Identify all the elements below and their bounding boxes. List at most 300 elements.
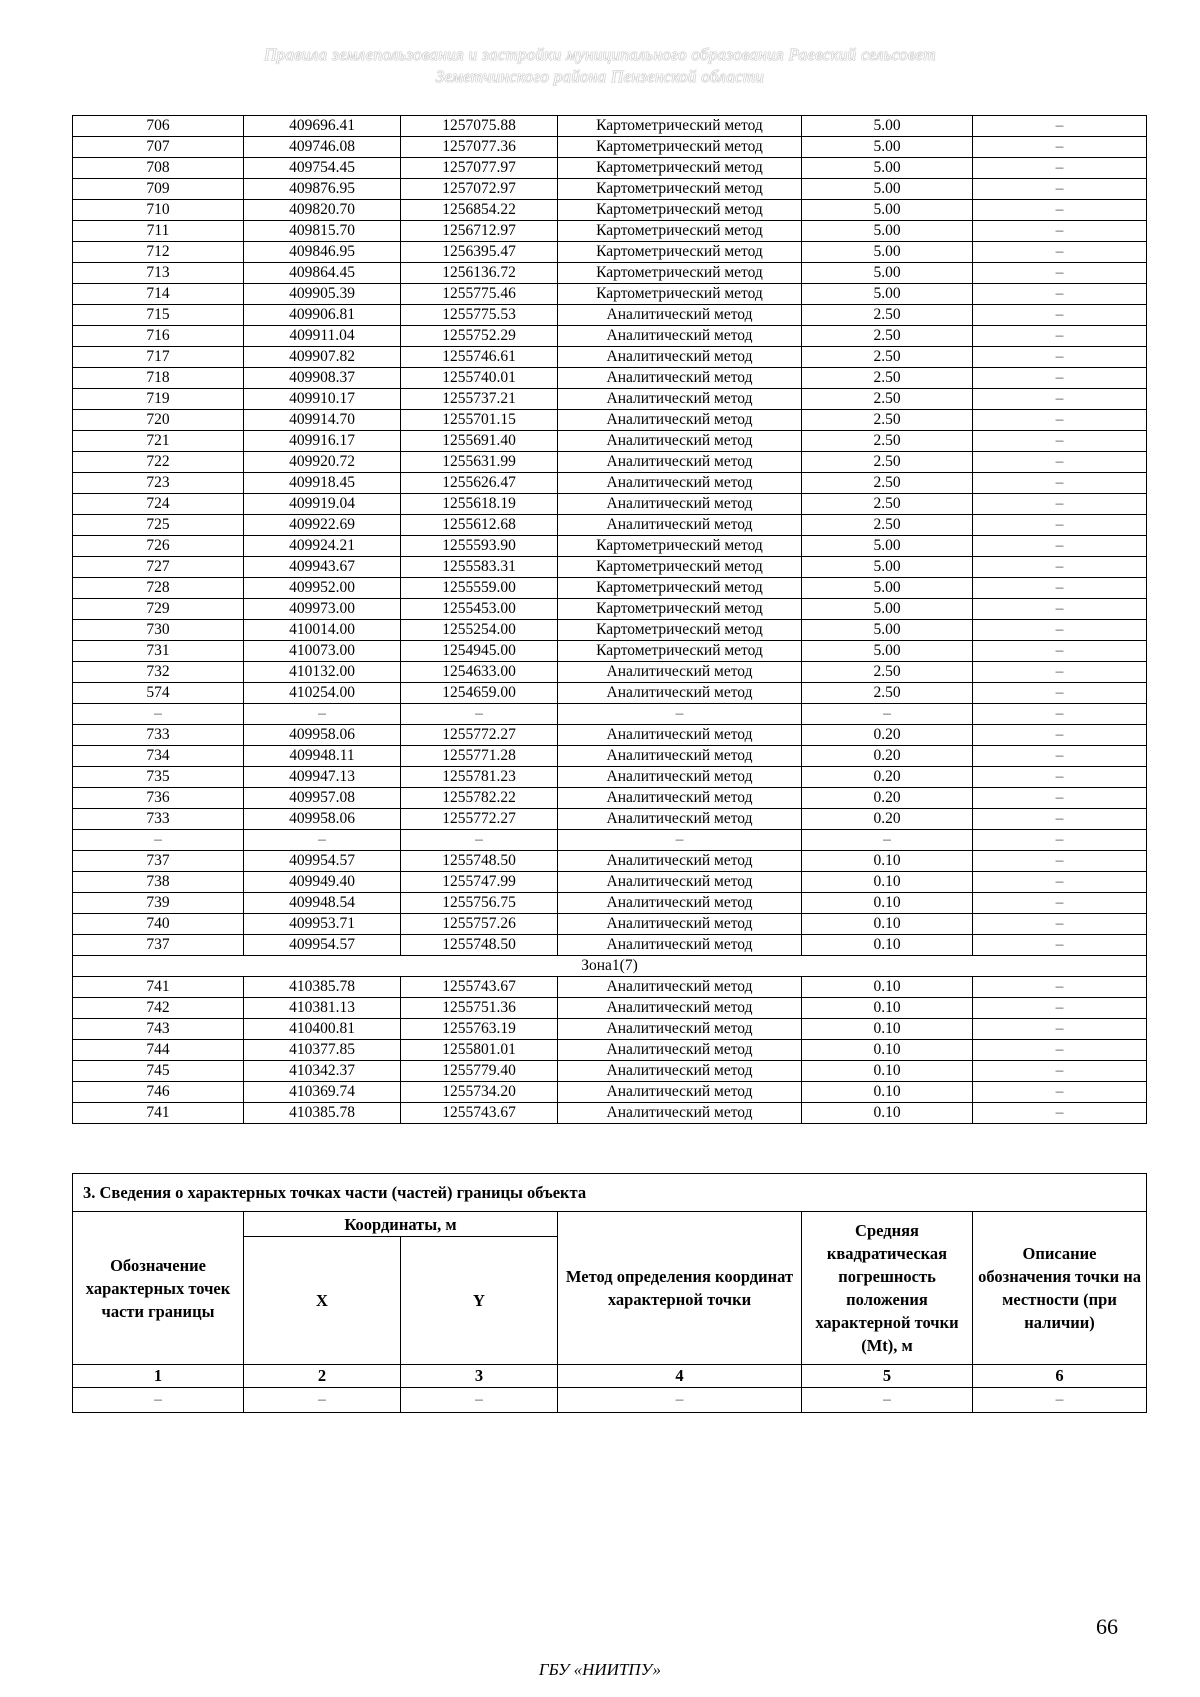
table-cell: Аналитический метод: [558, 389, 802, 410]
table-cell: 409973.00: [244, 599, 401, 620]
header-coordinates: Координаты, м: [244, 1212, 558, 1237]
table-cell: 1257075.88: [401, 116, 558, 137]
table-cell: 409954.57: [244, 851, 401, 872]
table-cell: –: [244, 704, 401, 725]
table-cell: 1256712.97: [401, 221, 558, 242]
table-cell: Картометрический метод: [558, 620, 802, 641]
table-cell: 2.50: [802, 410, 973, 431]
table-cell: 409864.45: [244, 263, 401, 284]
table-cell: 1255763.19: [401, 1019, 558, 1040]
table-row: [73, 956, 1147, 977]
table-row: [73, 452, 1147, 473]
table-cell: 729: [73, 599, 244, 620]
table-cell: 409907.82: [244, 347, 401, 368]
table-cell: 715: [73, 305, 244, 326]
table-cell: 734: [73, 746, 244, 767]
table-cell: 732: [73, 662, 244, 683]
table-cell: 0.10: [802, 1082, 973, 1103]
table-cell: –: [973, 179, 1147, 200]
table-cell: –: [802, 704, 973, 725]
table-cell: –: [973, 494, 1147, 515]
table-cell: 1255747.99: [401, 872, 558, 893]
table-cell: –: [973, 263, 1147, 284]
table-cell: 1255618.19: [401, 494, 558, 515]
table-row: [73, 515, 1147, 536]
table-cell: 1257072.97: [401, 179, 558, 200]
table-cell: 410369.74: [244, 1082, 401, 1103]
table-cell: 409943.67: [244, 557, 401, 578]
table-cell: 409953.71: [244, 914, 401, 935]
table-row: [73, 368, 1147, 389]
table-cell: –: [401, 1388, 558, 1413]
table-cell: 2.50: [802, 494, 973, 515]
table-cell: Аналитический метод: [558, 347, 802, 368]
table-row: [73, 1082, 1147, 1103]
table-row: [73, 179, 1147, 200]
header-description: Описание обозначения точки на местности (при наличии): [973, 1212, 1147, 1365]
table-cell: –: [973, 578, 1147, 599]
table-cell: Картометрический метод: [558, 179, 802, 200]
table-cell: 409924.21: [244, 536, 401, 557]
table-row: [73, 914, 1147, 935]
table-cell: 706: [73, 116, 244, 137]
table-row: [73, 158, 1147, 179]
table-row: [73, 704, 1147, 725]
table-cell: Картометрический метод: [558, 221, 802, 242]
table-cell: 0.20: [802, 746, 973, 767]
table-row: [73, 872, 1147, 893]
table-cell: 409906.81: [244, 305, 401, 326]
table-cell: –: [973, 1082, 1147, 1103]
table-cell: 742: [73, 998, 244, 1019]
table-cell: 743: [73, 1019, 244, 1040]
header-designation: Обозначение характерных точек части границы: [73, 1212, 244, 1365]
table-cell: 0.10: [802, 977, 973, 998]
table-cell: 5.00: [802, 137, 973, 158]
table-cell: 718: [73, 368, 244, 389]
table-row: [73, 977, 1147, 998]
table-row: [73, 410, 1147, 431]
column-number: 1: [73, 1365, 244, 1388]
table-cell: –: [802, 1388, 973, 1413]
table-cell: 409957.08: [244, 788, 401, 809]
table-cell: 0.10: [802, 1103, 973, 1124]
table-cell: Аналитический метод: [558, 515, 802, 536]
header-line-2: Земетчинского района Пензенской области: [435, 67, 765, 86]
table-cell: –: [973, 431, 1147, 452]
coordinates-table-body: [73, 116, 1147, 1124]
table-cell: 409846.95: [244, 242, 401, 263]
table-cell: 409696.41: [244, 116, 401, 137]
table-cell: 737: [73, 935, 244, 956]
table-cell: –: [973, 977, 1147, 998]
table-cell: 720: [73, 410, 244, 431]
table-cell: 2.50: [802, 452, 973, 473]
table-cell: 410400.81: [244, 1019, 401, 1040]
zone-label: Зона1(7): [73, 956, 1147, 977]
page-number: 66: [1096, 1614, 1118, 1639]
table-cell: 0.10: [802, 1061, 973, 1082]
table-cell: 1255775.46: [401, 284, 558, 305]
table-cell: 1255748.50: [401, 851, 558, 872]
table-cell: 2.50: [802, 389, 973, 410]
table-cell: 409958.06: [244, 809, 401, 830]
table-cell: Аналитический метод: [558, 1040, 802, 1061]
table-cell: 733: [73, 809, 244, 830]
table-cell: 1255772.27: [401, 809, 558, 830]
section3-table: [72, 1173, 1147, 1413]
table-cell: 409922.69: [244, 515, 401, 536]
table-cell: 2.50: [802, 662, 973, 683]
table-cell: Аналитический метод: [558, 725, 802, 746]
table-cell: 708: [73, 158, 244, 179]
table-cell: –: [973, 998, 1147, 1019]
table-cell: –: [973, 830, 1147, 851]
table-cell: 1254945.00: [401, 641, 558, 662]
table-cell: Аналитический метод: [558, 368, 802, 389]
table-cell: 5.00: [802, 599, 973, 620]
table-cell: 1256854.22: [401, 200, 558, 221]
table-cell: 1255254.00: [401, 620, 558, 641]
table-row: [73, 830, 1147, 851]
table-cell: –: [973, 1388, 1147, 1413]
table-cell: 1255612.68: [401, 515, 558, 536]
table-row: [73, 431, 1147, 452]
table-cell: 409910.17: [244, 389, 401, 410]
table-cell: Аналитический метод: [558, 788, 802, 809]
table-row: [73, 221, 1147, 242]
table-cell: 1255626.47: [401, 473, 558, 494]
table-cell: 1255743.67: [401, 1103, 558, 1124]
table-cell: –: [558, 704, 802, 725]
table-cell: –: [973, 368, 1147, 389]
table-cell: 0.20: [802, 788, 973, 809]
table-row: [73, 683, 1147, 704]
table-cell: Аналитический метод: [558, 872, 802, 893]
table-cell: Аналитический метод: [558, 767, 802, 788]
table-cell: Аналитический метод: [558, 893, 802, 914]
table-cell: 737: [73, 851, 244, 872]
table-cell: 710: [73, 200, 244, 221]
table-cell: Картометрический метод: [558, 137, 802, 158]
table-cell: Аналитический метод: [558, 494, 802, 515]
table-cell: Аналитический метод: [558, 473, 802, 494]
table-cell: 1255737.21: [401, 389, 558, 410]
table-row: [73, 473, 1147, 494]
column-number: 5: [802, 1365, 973, 1388]
column-number: 4: [558, 1365, 802, 1388]
table-cell: 410254.00: [244, 683, 401, 704]
table-cell: Картометрический метод: [558, 599, 802, 620]
table-cell: 409905.39: [244, 284, 401, 305]
section3-title: 3. Сведения о характерных точках части (частей) границы объекта: [73, 1174, 1147, 1212]
table-cell: 5.00: [802, 557, 973, 578]
table-cell: Картометрический метод: [558, 200, 802, 221]
table-cell: 409820.70: [244, 200, 401, 221]
table-row: [73, 116, 1147, 137]
table-cell: 713: [73, 263, 244, 284]
table-cell: –: [973, 746, 1147, 767]
table-cell: 725: [73, 515, 244, 536]
table-row: [73, 662, 1147, 683]
table-cell: –: [973, 851, 1147, 872]
table-cell: –: [973, 662, 1147, 683]
header-y: Y: [401, 1237, 558, 1365]
table-row: [73, 998, 1147, 1019]
table-cell: 5.00: [802, 284, 973, 305]
table-cell: 2.50: [802, 431, 973, 452]
column-number: 6: [973, 1365, 1147, 1388]
table-cell: –: [401, 704, 558, 725]
table-cell: 1255757.26: [401, 914, 558, 935]
table-cell: –: [244, 1388, 401, 1413]
table-cell: –: [973, 872, 1147, 893]
table-cell: Картометрический метод: [558, 641, 802, 662]
table-cell: Аналитический метод: [558, 683, 802, 704]
table-row: [73, 263, 1147, 284]
table-cell: 409947.13: [244, 767, 401, 788]
table-cell: Аналитический метод: [558, 1019, 802, 1040]
table-cell: –: [973, 452, 1147, 473]
table-cell: 409916.17: [244, 431, 401, 452]
table-cell: Аналитический метод: [558, 431, 802, 452]
table-cell: Аналитический метод: [558, 746, 802, 767]
table-cell: 5.00: [802, 263, 973, 284]
table-cell: Аналитический метод: [558, 851, 802, 872]
table-cell: –: [973, 116, 1147, 137]
table-cell: –: [973, 515, 1147, 536]
table-cell: –: [973, 704, 1147, 725]
table-cell: Картометрический метод: [558, 116, 802, 137]
table-cell: –: [73, 1388, 244, 1413]
table-row: [73, 1061, 1147, 1082]
table-cell: 0.20: [802, 809, 973, 830]
table-cell: –: [973, 599, 1147, 620]
table-cell: –: [973, 137, 1147, 158]
table-cell: 1256395.47: [401, 242, 558, 263]
table-cell: 1255453.00: [401, 599, 558, 620]
table-cell: 740: [73, 914, 244, 935]
table-cell: 409911.04: [244, 326, 401, 347]
table-cell: –: [973, 221, 1147, 242]
table-cell: Картометрический метод: [558, 284, 802, 305]
table-cell: 1255772.27: [401, 725, 558, 746]
table-row: [73, 767, 1147, 788]
table-cell: 0.10: [802, 851, 973, 872]
table-cell: 410385.78: [244, 977, 401, 998]
table-cell: –: [73, 704, 244, 725]
table-cell: 409918.45: [244, 473, 401, 494]
table-cell: 733: [73, 725, 244, 746]
table-cell: 728: [73, 578, 244, 599]
table-cell: Аналитический метод: [558, 1061, 802, 1082]
table-cell: –: [973, 809, 1147, 830]
table-cell: 410014.00: [244, 620, 401, 641]
table-cell: –: [973, 410, 1147, 431]
table-cell: 5.00: [802, 221, 973, 242]
table-cell: –: [973, 935, 1147, 956]
table-cell: 712: [73, 242, 244, 263]
table-row: [73, 1103, 1147, 1124]
table-cell: 1255734.20: [401, 1082, 558, 1103]
table-cell: –: [973, 641, 1147, 662]
table-cell: 716: [73, 326, 244, 347]
table-row: [73, 746, 1147, 767]
table-cell: 5.00: [802, 179, 973, 200]
table-cell: 1254633.00: [401, 662, 558, 683]
table-cell: 409746.08: [244, 137, 401, 158]
table-cell: 5.00: [802, 641, 973, 662]
table-cell: 1255559.00: [401, 578, 558, 599]
table-cell: 410073.00: [244, 641, 401, 662]
table-cell: 5.00: [802, 620, 973, 641]
table-cell: 2.50: [802, 305, 973, 326]
table-cell: 738: [73, 872, 244, 893]
table-cell: –: [558, 830, 802, 851]
table-cell: 2.50: [802, 326, 973, 347]
table-cell: –: [973, 347, 1147, 368]
table-cell: Картометрический метод: [558, 158, 802, 179]
table-cell: 727: [73, 557, 244, 578]
table-cell: 409948.54: [244, 893, 401, 914]
table-cell: 409952.00: [244, 578, 401, 599]
table-row: [73, 725, 1147, 746]
table-cell: Картометрический метод: [558, 578, 802, 599]
table-cell: 409949.40: [244, 872, 401, 893]
table-cell: 0.20: [802, 725, 973, 746]
table-cell: 745: [73, 1061, 244, 1082]
table-row: [73, 1388, 1147, 1413]
table-cell: 2.50: [802, 347, 973, 368]
table-row: [73, 494, 1147, 515]
table-cell: 1255775.53: [401, 305, 558, 326]
table-cell: –: [973, 200, 1147, 221]
table-row: [73, 326, 1147, 347]
table-cell: 0.10: [802, 998, 973, 1019]
table-cell: 1255743.67: [401, 977, 558, 998]
table-cell: 409919.04: [244, 494, 401, 515]
table-cell: Картометрический метод: [558, 242, 802, 263]
table-cell: –: [973, 305, 1147, 326]
table-cell: –: [973, 557, 1147, 578]
table-cell: 0.10: [802, 1040, 973, 1061]
table-cell: Аналитический метод: [558, 410, 802, 431]
coordinates-table: [72, 115, 1147, 1124]
table-cell: 1255740.01: [401, 368, 558, 389]
column-number: 2: [244, 1365, 401, 1388]
header-method: Метод определения координат характерной точки: [558, 1212, 802, 1365]
table-cell: –: [973, 536, 1147, 557]
table-cell: 1255691.40: [401, 431, 558, 452]
table-cell: 1257077.97: [401, 158, 558, 179]
table-row: [73, 536, 1147, 557]
table-row: [73, 809, 1147, 830]
table-cell: 574: [73, 683, 244, 704]
table-cell: 741: [73, 1103, 244, 1124]
table-cell: 741: [73, 977, 244, 998]
table-row: [73, 620, 1147, 641]
table-cell: 0.10: [802, 1019, 973, 1040]
table-row: [73, 851, 1147, 872]
table-cell: 1255746.61: [401, 347, 558, 368]
header-line-1: Правила землепользования и застройки муниципального образования Раевский сельсовет: [264, 45, 936, 64]
table-cell: Аналитический метод: [558, 998, 802, 1019]
table-cell: 5.00: [802, 578, 973, 599]
table-cell: 410381.13: [244, 998, 401, 1019]
table-cell: –: [973, 620, 1147, 641]
table-cell: –: [802, 830, 973, 851]
table-cell: Аналитический метод: [558, 1082, 802, 1103]
table-row: [73, 557, 1147, 578]
table-cell: 409948.11: [244, 746, 401, 767]
table-cell: Аналитический метод: [558, 662, 802, 683]
table-cell: –: [973, 1040, 1147, 1061]
table-row: [73, 641, 1147, 662]
table-row: [73, 1019, 1147, 1040]
table-row: [73, 788, 1147, 809]
table-cell: 736: [73, 788, 244, 809]
table-cell: 723: [73, 473, 244, 494]
table-cell: Аналитический метод: [558, 305, 802, 326]
table-cell: 714: [73, 284, 244, 305]
table-cell: –: [973, 1019, 1147, 1040]
table-cell: –: [973, 389, 1147, 410]
table-cell: 1255756.75: [401, 893, 558, 914]
table-row: [73, 1040, 1147, 1061]
table-cell: –: [973, 473, 1147, 494]
table-cell: 1255752.29: [401, 326, 558, 347]
table-cell: 1255779.40: [401, 1061, 558, 1082]
table-cell: 409958.06: [244, 725, 401, 746]
table-cell: –: [973, 158, 1147, 179]
table-cell: Картометрический метод: [558, 263, 802, 284]
table-cell: 721: [73, 431, 244, 452]
table-cell: 1255782.22: [401, 788, 558, 809]
table-cell: 2.50: [802, 473, 973, 494]
table-cell: 410342.37: [244, 1061, 401, 1082]
table-cell: 410132.00: [244, 662, 401, 683]
table-cell: 1255771.28: [401, 746, 558, 767]
table-cell: 1255583.31: [401, 557, 558, 578]
table-cell: 1254659.00: [401, 683, 558, 704]
table-cell: 0.10: [802, 914, 973, 935]
table-cell: 726: [73, 536, 244, 557]
table-row: [73, 242, 1147, 263]
table-row: [73, 389, 1147, 410]
table-cell: 730: [73, 620, 244, 641]
column-number: 3: [401, 1365, 558, 1388]
table-row: [73, 305, 1147, 326]
table-cell: –: [973, 767, 1147, 788]
page-footer: ГБУ «НИИТПУ»: [538, 1660, 662, 1679]
table-cell: 2.50: [802, 515, 973, 536]
table-cell: Картометрический метод: [558, 557, 802, 578]
table-cell: 1257077.36: [401, 137, 558, 158]
table-cell: 409920.72: [244, 452, 401, 473]
table-cell: 409914.70: [244, 410, 401, 431]
table-cell: 409954.57: [244, 935, 401, 956]
table-cell: 409754.45: [244, 158, 401, 179]
table-cell: 2.50: [802, 368, 973, 389]
table-cell: 5.00: [802, 158, 973, 179]
table-cell: 744: [73, 1040, 244, 1061]
table-row: [73, 599, 1147, 620]
table-cell: 1255781.23: [401, 767, 558, 788]
table-row: [73, 578, 1147, 599]
table-cell: 735: [73, 767, 244, 788]
table-cell: Аналитический метод: [558, 326, 802, 347]
table-cell: –: [973, 242, 1147, 263]
